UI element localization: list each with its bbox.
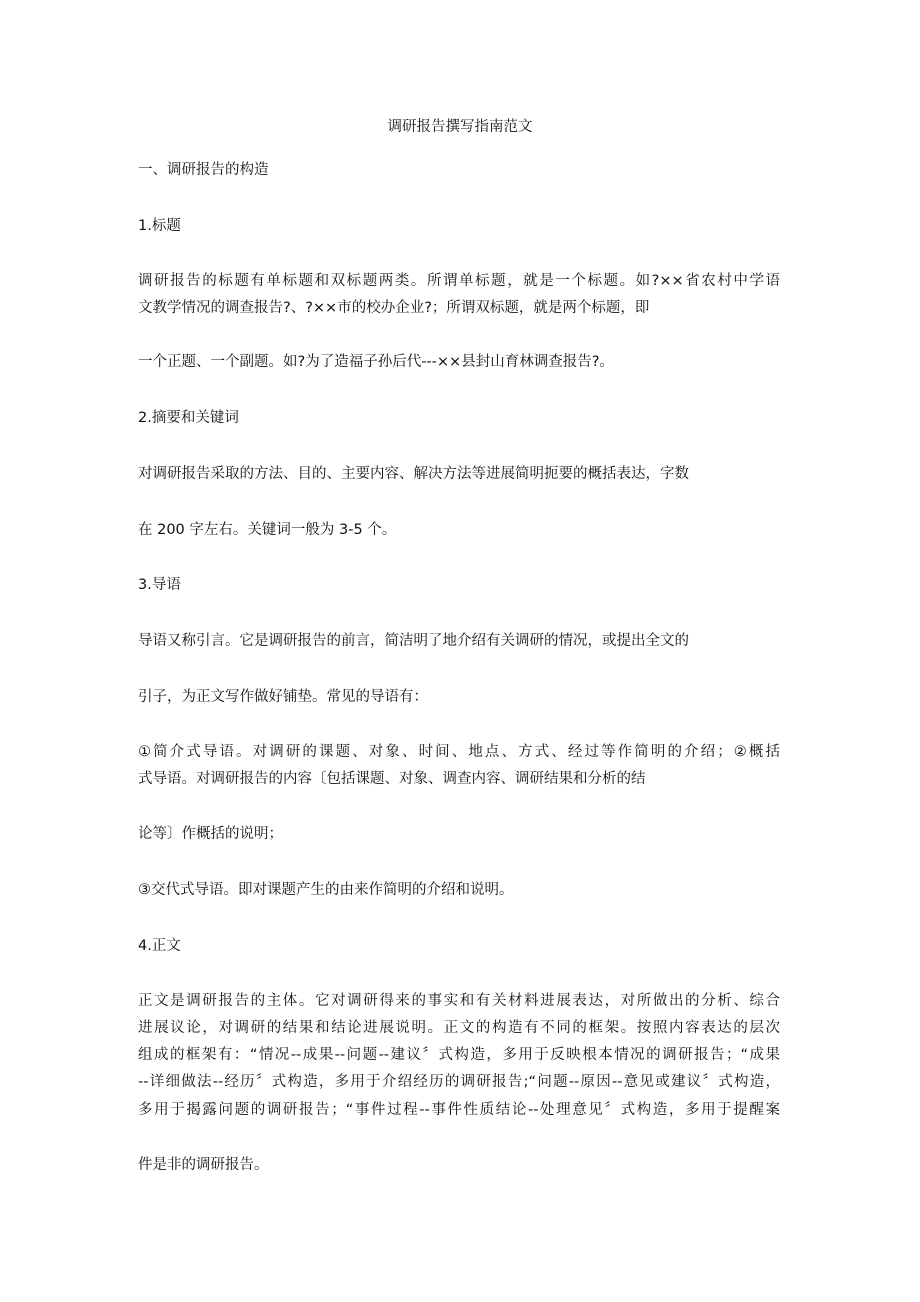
section-heading: 一、调研报告的构造 [138,162,269,178]
paragraph-line: ①简介式导语。对调研的课题、对象、时间、地点、方式、经过等作简明的介绍；②概括 [138,744,780,760]
paragraph-line: 调研报告的标题有单标题和双标题两类。所谓单标题，就是一个标题。如?××省农村中学语 [138,273,780,289]
paragraph-line: --详细做法--经历〞式构造，多用于介绍经历的调研报告;“问题--原因--意见或建议〞式构造， [138,1074,780,1090]
paragraph-line: 引子，为正文写作做好铺垫。常见的导语有： [138,689,428,705]
paragraph-line: 对调研报告采取的方法、目的、主要内容、解决方法等进展简明扼要的概括表达，字数 [138,466,689,482]
subheading-title: 1.标题 [138,218,181,234]
paragraph-line: 多用于揭露问题的调研报告；“事件过程--事件性质结论--处理意见〞式构造，多用于提醒案 [138,1102,780,1118]
paragraph-line: 件是非的调研报告。 [138,1157,269,1173]
paragraph-line: 正文是调研报告的主体。它对调研得来的事实和有关材料进展表达，对所做出的分析、综合 [138,993,780,1009]
subheading-abstract: 2.摘要和关键词 [138,410,239,426]
paragraph-line: ③交代式导语。即对课题产生的由来作简明的介绍和说明。 [138,882,514,898]
document-title: 调研报告撰写指南范文 [387,119,533,135]
paragraph-line: 进展议论，对调研的结果和结论进展说明。正文的构造有不同的框架。按照内容表达的层次 [138,1020,780,1036]
paragraph-line: 论等〕作概括的说明； [138,826,283,842]
subheading-intro: 3.导语 [138,577,181,593]
subheading-body: 4.正文 [138,938,181,954]
paragraph-line: 导语又称引言。它是调研报告的前言，简洁明了地介绍有关调研的情况，或提出全文的 [138,633,689,649]
paragraph-line: 文教学情况的调查报告?、?××市的校办企业?；所谓双标题，就是两个标题，即 [138,300,650,316]
paragraph-line: 一个正题、一个副题。如?为了造福子孙后代---××县封山育林调查报告?。 [138,354,614,370]
paragraph-line: 在 200 字左右。关键词一般为 3-5 个。 [138,522,397,538]
paragraph-line: 式导语。对调研报告的内容〔包括课题、对象、调查内容、调研结果和分析的结 [138,771,646,787]
paragraph-line: 组成的框架有：“情况--成果--问题--建议〞式构造，多用于反映根本情况的调研报告；“成果 [138,1047,780,1063]
